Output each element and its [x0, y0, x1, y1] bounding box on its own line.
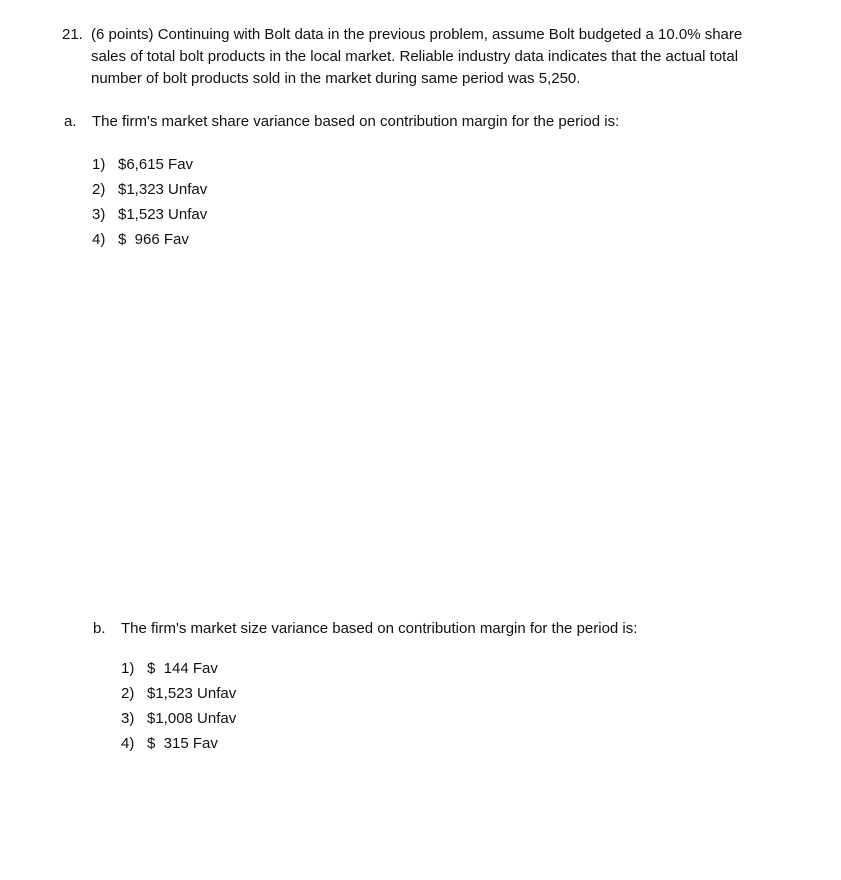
part-b-option-1 — [121, 660, 218, 677]
option-text: $6,615 Fav — [118, 156, 194, 173]
option-text: $1,523 Unfav — [147, 685, 237, 702]
part-a-prompt: The firm's market share variance based on contribution margin for the period is: — [92, 113, 620, 130]
question-text-line-3: number of bolt products sold in the market during same period was 5,250. — [91, 70, 581, 87]
part-a-option-1 — [92, 156, 193, 173]
option-text: $ 315 Fav — [147, 735, 218, 752]
part-a-option-4 — [92, 231, 189, 248]
question-text-line-2: sales of total bolt products in the local market. Reliable industry data indicates that the actual total — [91, 48, 739, 65]
part-a-letter: a. — [64, 113, 77, 130]
question-text-line-1: (6 points) Continuing with Bolt data in the previous problem, assume Bolt budgeted a 10.0% share — [91, 26, 743, 43]
option-number: 1) — [121, 660, 135, 677]
option-number: 2) — [92, 181, 106, 198]
option-number: 4) — [121, 735, 135, 752]
option-text: $1,523 Unfav — [118, 206, 208, 223]
part-b-prompt: The firm's market size variance based on contribution margin for the period is: — [121, 620, 638, 637]
part-b-option-4 — [121, 735, 218, 752]
option-text: $1,008 Unfav — [147, 710, 237, 727]
option-number: 3) — [92, 206, 106, 223]
option-text: $ 144 Fav — [147, 660, 218, 677]
option-number: 1) — [92, 156, 106, 173]
option-number: 3) — [121, 710, 135, 727]
option-number: 4) — [92, 231, 106, 248]
question-number: 21. — [62, 26, 83, 43]
part-b-option-3 — [121, 710, 236, 727]
option-number: 2) — [121, 685, 135, 702]
option-text: $ 966 Fav — [118, 231, 189, 248]
option-text: $1,323 Unfav — [118, 181, 208, 198]
part-b-option-2 — [121, 685, 236, 702]
part-a-option-2 — [92, 181, 207, 198]
part-b-letter: b. — [93, 620, 106, 637]
part-a-option-3 — [92, 206, 207, 223]
